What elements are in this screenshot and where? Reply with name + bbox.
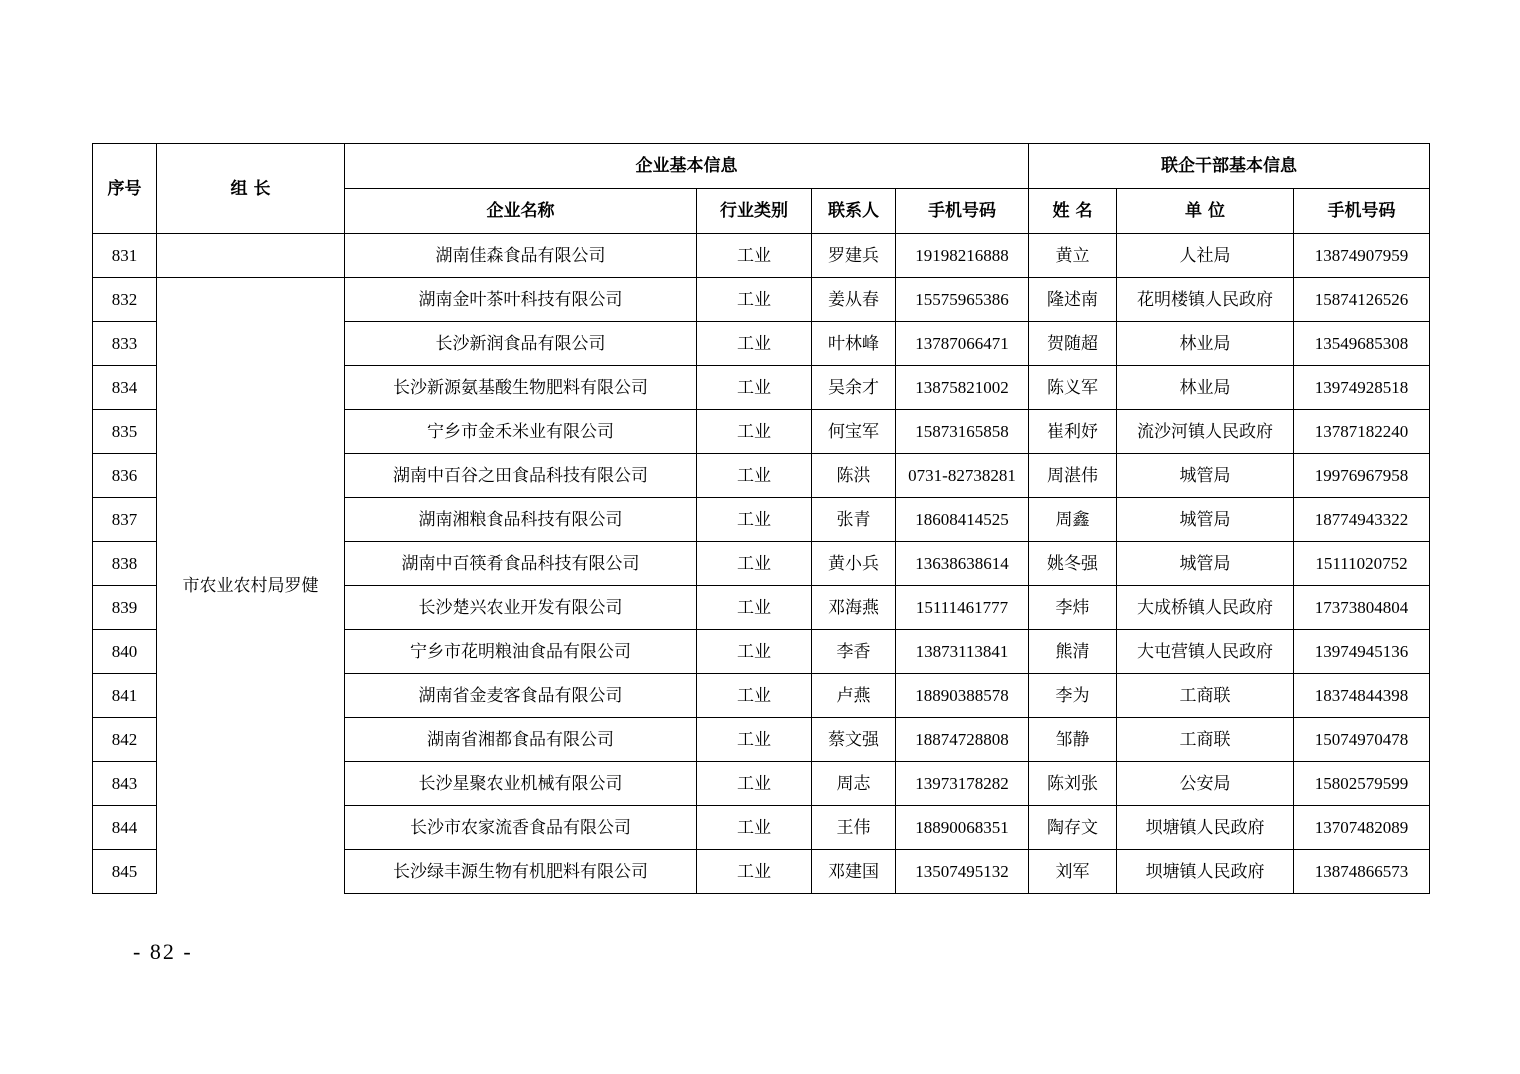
cell-company-phone: 15873165858 bbox=[896, 410, 1029, 454]
cell-cadre-phone: 13707482089 bbox=[1294, 806, 1430, 850]
cell-company: 湖南省金麦客食品有限公司 bbox=[345, 674, 697, 718]
header-unit: 单 位 bbox=[1117, 189, 1294, 234]
cell-seq: 845 bbox=[93, 850, 157, 894]
cell-company-phone: 13973178282 bbox=[896, 762, 1029, 806]
cell-contact: 周志 bbox=[812, 762, 896, 806]
cell-company-phone: 13875821002 bbox=[896, 366, 1029, 410]
cell-company: 湖南中百筷肴食品科技有限公司 bbox=[345, 542, 697, 586]
cell-seq: 839 bbox=[93, 586, 157, 630]
cell-cadre-phone: 13974928518 bbox=[1294, 366, 1430, 410]
cell-company: 长沙新源氨基酸生物肥料有限公司 bbox=[345, 366, 697, 410]
cell-industry: 工业 bbox=[697, 630, 812, 674]
table-row bbox=[93, 234, 1430, 278]
cell-cadre-phone: 17373804804 bbox=[1294, 586, 1430, 630]
header-company-phone: 手机号码 bbox=[896, 189, 1029, 234]
cell-seq: 831 bbox=[93, 234, 157, 278]
cell-cadre-phone: 15074970478 bbox=[1294, 718, 1430, 762]
cell-company: 湖南中百谷之田食品科技有限公司 bbox=[345, 454, 697, 498]
cell-industry: 工业 bbox=[697, 454, 812, 498]
cell-cadre-name: 熊清 bbox=[1029, 630, 1117, 674]
cell-seq: 837 bbox=[93, 498, 157, 542]
cell-industry: 工业 bbox=[697, 806, 812, 850]
header-leader: 组 长 bbox=[157, 144, 345, 234]
cell-cadre-phone: 19976967958 bbox=[1294, 454, 1430, 498]
cell-company: 湖南佳森食品有限公司 bbox=[345, 234, 697, 278]
cell-unit: 林业局 bbox=[1117, 366, 1294, 410]
cell-contact: 李香 bbox=[812, 630, 896, 674]
cell-company-phone: 0731-82738281 bbox=[896, 454, 1029, 498]
cell-contact: 邓建国 bbox=[812, 850, 896, 894]
header-company-name: 企业名称 bbox=[345, 189, 697, 234]
cell-seq: 835 bbox=[93, 410, 157, 454]
cell-company: 长沙楚兴农业开发有限公司 bbox=[345, 586, 697, 630]
cell-unit: 工商联 bbox=[1117, 674, 1294, 718]
cell-company-phone: 18874728808 bbox=[896, 718, 1029, 762]
cell-unit: 城管局 bbox=[1117, 542, 1294, 586]
header-cadre-phone: 手机号码 bbox=[1294, 189, 1430, 234]
cell-unit: 流沙河镇人民政府 bbox=[1117, 410, 1294, 454]
header-cadre-name: 姓 名 bbox=[1029, 189, 1117, 234]
cell-contact: 罗建兵 bbox=[812, 234, 896, 278]
cell-unit: 大成桥镇人民政府 bbox=[1117, 586, 1294, 630]
cell-industry: 工业 bbox=[697, 322, 812, 366]
header-seq: 序号 bbox=[93, 144, 157, 234]
page-number: - 82 - bbox=[133, 939, 193, 964]
cell-industry: 工业 bbox=[697, 586, 812, 630]
cell-unit: 工商联 bbox=[1117, 718, 1294, 762]
cell-cadre-name: 周湛伟 bbox=[1029, 454, 1117, 498]
cell-company-phone: 13787066471 bbox=[896, 322, 1029, 366]
cell-cadre-name: 贺随超 bbox=[1029, 322, 1117, 366]
cell-cadre-phone: 13787182240 bbox=[1294, 410, 1430, 454]
cell-unit: 大屯营镇人民政府 bbox=[1117, 630, 1294, 674]
cell-unit: 城管局 bbox=[1117, 454, 1294, 498]
cell-seq: 838 bbox=[93, 542, 157, 586]
company-liaison-table bbox=[92, 143, 1430, 894]
cell-contact: 王伟 bbox=[812, 806, 896, 850]
header-company-group: 企业基本信息 bbox=[345, 144, 1029, 189]
cell-cadre-name: 隆述南 bbox=[1029, 278, 1117, 322]
cell-contact: 邓海燕 bbox=[812, 586, 896, 630]
cell-industry: 工业 bbox=[697, 366, 812, 410]
cell-cadre-name: 崔利妤 bbox=[1029, 410, 1117, 454]
cell-contact: 叶林峰 bbox=[812, 322, 896, 366]
header-cadre-group: 联企干部基本信息 bbox=[1029, 144, 1430, 189]
cell-unit: 坝塘镇人民政府 bbox=[1117, 806, 1294, 850]
cell-company-phone: 13507495132 bbox=[896, 850, 1029, 894]
cell-cadre-phone: 15802579599 bbox=[1294, 762, 1430, 806]
cell-contact: 何宝军 bbox=[812, 410, 896, 454]
cell-seq: 836 bbox=[93, 454, 157, 498]
cell-company: 长沙星聚农业机械有限公司 bbox=[345, 762, 697, 806]
cell-cadre-phone: 18374844398 bbox=[1294, 674, 1430, 718]
cell-unit: 公安局 bbox=[1117, 762, 1294, 806]
cell-seq: 843 bbox=[93, 762, 157, 806]
cell-company-phone: 13638638614 bbox=[896, 542, 1029, 586]
cell-company: 宁乡市金禾米业有限公司 bbox=[345, 410, 697, 454]
table-row bbox=[93, 278, 1430, 322]
cell-company: 湖南金叶茶叶科技有限公司 bbox=[345, 278, 697, 322]
cell-cadre-phone: 13549685308 bbox=[1294, 322, 1430, 366]
cell-industry: 工业 bbox=[697, 762, 812, 806]
cell-cadre-phone: 18774943322 bbox=[1294, 498, 1430, 542]
cell-company-phone: 15111461777 bbox=[896, 586, 1029, 630]
cell-cadre-name: 陈刘张 bbox=[1029, 762, 1117, 806]
cell-company-phone: 18890068351 bbox=[896, 806, 1029, 850]
cell-contact: 吴余才 bbox=[812, 366, 896, 410]
cell-cadre-phone: 15874126526 bbox=[1294, 278, 1430, 322]
cell-group-leader: 市农业农村局罗健 bbox=[157, 278, 345, 894]
header-industry: 行业类别 bbox=[697, 189, 812, 234]
cell-unit: 花明楼镇人民政府 bbox=[1117, 278, 1294, 322]
cell-seq: 833 bbox=[93, 322, 157, 366]
header-contact: 联系人 bbox=[812, 189, 896, 234]
cell-seq: 841 bbox=[93, 674, 157, 718]
cell-seq: 844 bbox=[93, 806, 157, 850]
cell-industry: 工业 bbox=[697, 234, 812, 278]
cell-cadre-phone: 13974945136 bbox=[1294, 630, 1430, 674]
cell-contact: 张青 bbox=[812, 498, 896, 542]
cell-leader bbox=[157, 234, 345, 278]
cell-industry: 工业 bbox=[697, 278, 812, 322]
cell-cadre-phone: 15111020752 bbox=[1294, 542, 1430, 586]
cell-seq: 840 bbox=[93, 630, 157, 674]
cell-company: 长沙新润食品有限公司 bbox=[345, 322, 697, 366]
cell-contact: 蔡文强 bbox=[812, 718, 896, 762]
cell-contact: 黄小兵 bbox=[812, 542, 896, 586]
cell-seq: 834 bbox=[93, 366, 157, 410]
cell-contact: 姜从春 bbox=[812, 278, 896, 322]
cell-unit: 人社局 bbox=[1117, 234, 1294, 278]
cell-industry: 工业 bbox=[697, 542, 812, 586]
cell-industry: 工业 bbox=[697, 674, 812, 718]
cell-cadre-name: 李炜 bbox=[1029, 586, 1117, 630]
cell-company: 宁乡市花明粮油食品有限公司 bbox=[345, 630, 697, 674]
cell-unit: 林业局 bbox=[1117, 322, 1294, 366]
cell-cadre-name: 刘军 bbox=[1029, 850, 1117, 894]
cell-company: 长沙市农家流香食品有限公司 bbox=[345, 806, 697, 850]
cell-industry: 工业 bbox=[697, 718, 812, 762]
header-row-1 bbox=[93, 144, 1430, 189]
cell-company: 湖南省湘都食品有限公司 bbox=[345, 718, 697, 762]
cell-industry: 工业 bbox=[697, 410, 812, 454]
cell-contact: 陈洪 bbox=[812, 454, 896, 498]
cell-cadre-name: 黄立 bbox=[1029, 234, 1117, 278]
cell-company-phone: 19198216888 bbox=[896, 234, 1029, 278]
cell-contact: 卢燕 bbox=[812, 674, 896, 718]
cell-cadre-name: 陈义军 bbox=[1029, 366, 1117, 410]
cell-company-phone: 18890388578 bbox=[896, 674, 1029, 718]
cell-cadre-phone: 13874907959 bbox=[1294, 234, 1430, 278]
cell-cadre-name: 邹静 bbox=[1029, 718, 1117, 762]
cell-industry: 工业 bbox=[697, 850, 812, 894]
cell-cadre-name: 陶存文 bbox=[1029, 806, 1117, 850]
cell-seq: 842 bbox=[93, 718, 157, 762]
cell-company: 长沙绿丰源生物有机肥料有限公司 bbox=[345, 850, 697, 894]
cell-company: 湖南湘粮食品科技有限公司 bbox=[345, 498, 697, 542]
cell-cadre-name: 李为 bbox=[1029, 674, 1117, 718]
cell-unit: 坝塘镇人民政府 bbox=[1117, 850, 1294, 894]
cell-seq: 832 bbox=[93, 278, 157, 322]
cell-company-phone: 13873113841 bbox=[896, 630, 1029, 674]
cell-company-phone: 18608414525 bbox=[896, 498, 1029, 542]
cell-cadre-phone: 13874866573 bbox=[1294, 850, 1430, 894]
cell-company-phone: 15575965386 bbox=[896, 278, 1029, 322]
cell-cadre-name: 周鑫 bbox=[1029, 498, 1117, 542]
cell-cadre-name: 姚冬强 bbox=[1029, 542, 1117, 586]
cell-unit: 城管局 bbox=[1117, 498, 1294, 542]
cell-industry: 工业 bbox=[697, 498, 812, 542]
